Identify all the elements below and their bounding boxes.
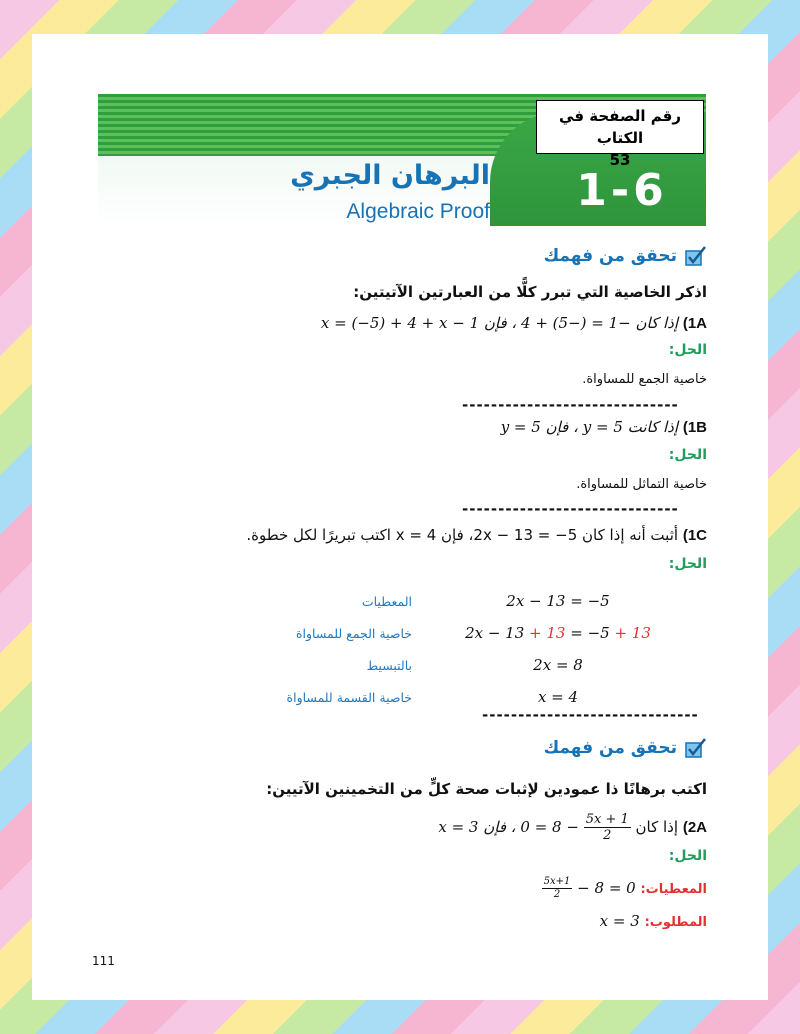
question-1a-label: 1A)	[682, 315, 707, 332]
required-row	[600, 912, 707, 930]
given-fraction	[542, 876, 573, 901]
answer-1b: خاصية التماثل للمساواة.	[576, 477, 707, 492]
question-2a-label: 2A)	[682, 819, 707, 836]
given-rest: − 8 = 0	[577, 879, 636, 897]
question-2a-rest: − 8 = 0 ، فإن x = 3	[438, 818, 579, 836]
proof-step-2-part-a: 2x − 13	[465, 624, 525, 642]
question-1b	[501, 418, 707, 436]
lesson-number: 1-6	[576, 165, 668, 216]
proof-step-2-part-c: = −5	[565, 624, 610, 642]
separator-3: ------------------------------	[482, 706, 699, 724]
section2-prompt: اكتب برهانًا ذا عمودين لإثبات صحة كلٍّ من التخمينين الآتيين:	[266, 780, 707, 798]
required-label: المطلوب:	[644, 915, 707, 930]
given-expression	[542, 876, 636, 901]
solution-label-1b: الحل:	[668, 447, 707, 463]
question-1a	[321, 314, 707, 332]
solution-label-2a: الحل:	[668, 848, 707, 864]
checkbox-check-icon	[685, 738, 707, 758]
check-heading-2	[544, 738, 707, 758]
fraction-denominator: 2	[553, 889, 561, 900]
proof-step-4-reason: خاصية القسمة للمساواة	[286, 690, 412, 705]
question-1b-text: إذا كانت 5 = y ، فإن y = 5	[500, 418, 679, 436]
check-heading-1	[544, 246, 707, 266]
book-page-reference	[536, 100, 704, 169]
solution-label-1c: الحل:	[668, 556, 707, 572]
proof-step-2-reason: خاصية الجمع للمساواة	[296, 626, 412, 641]
given-label: المعطيات:	[640, 882, 707, 897]
book-page-number: 53	[609, 151, 631, 169]
lesson-title-english: Algebraic Proof	[346, 200, 490, 223]
question-1c-label: 1C)	[682, 527, 707, 544]
proof-step-4-equation: x = 4	[537, 688, 579, 706]
proof-step-2-part-d: + 13	[609, 624, 651, 642]
separator-1: ------------------------------	[462, 396, 679, 414]
given-row	[542, 876, 707, 901]
checkbox-check-icon	[685, 246, 707, 266]
question-1a-text: إذا كان −1 = (−5) + 4 ، فإن 1 − x = (−5) + 4 + x	[320, 314, 679, 332]
solution-label-1a: الحل:	[668, 342, 707, 358]
question-2a-fraction	[584, 812, 631, 843]
proof-step-1-reason: المعطيات	[361, 594, 412, 609]
proof-step-1-equation: 2x − 13 = −5	[506, 592, 610, 610]
required-equation: x = 3	[599, 912, 640, 930]
check-heading-text: تحقق من فهمك	[543, 738, 677, 758]
book-page-label: رقم الصفحة في الكتاب	[559, 107, 681, 147]
question-1b-label: 1B)	[682, 419, 707, 436]
lesson-title-arabic: البرهان الجبري	[290, 160, 490, 191]
answer-1a: خاصية الجمع للمساواة.	[582, 372, 707, 387]
proof-step-3-reason: بالتبسيط	[366, 658, 412, 673]
proof-step-2-part-b: + 13	[524, 624, 566, 642]
proof-step-2-equation	[448, 624, 668, 642]
question-2a	[438, 812, 707, 843]
proof-step-3-equation: 2x = 8	[533, 656, 583, 674]
question-1c-text: أثبت أنه إذا كان 2x − 13 = −5، فإن x = 4 اكتب تبريرًا لكل خطوة.	[246, 526, 679, 544]
separator-2: ------------------------------	[462, 500, 679, 518]
question-1c	[246, 526, 707, 544]
section1-prompt: اذكر الخاصية التي تبرر كلًّا من العبارتين الآتيتين:	[353, 283, 707, 301]
fraction-denominator: 2	[603, 828, 612, 843]
fraction-numerator: 5x+1	[543, 876, 571, 887]
page-number: 111	[92, 954, 115, 968]
fraction-numerator: 5x + 1	[585, 812, 629, 827]
check-heading-text: تحقق من فهمك	[543, 246, 677, 266]
question-2a-pre: إذا كان	[635, 818, 679, 836]
